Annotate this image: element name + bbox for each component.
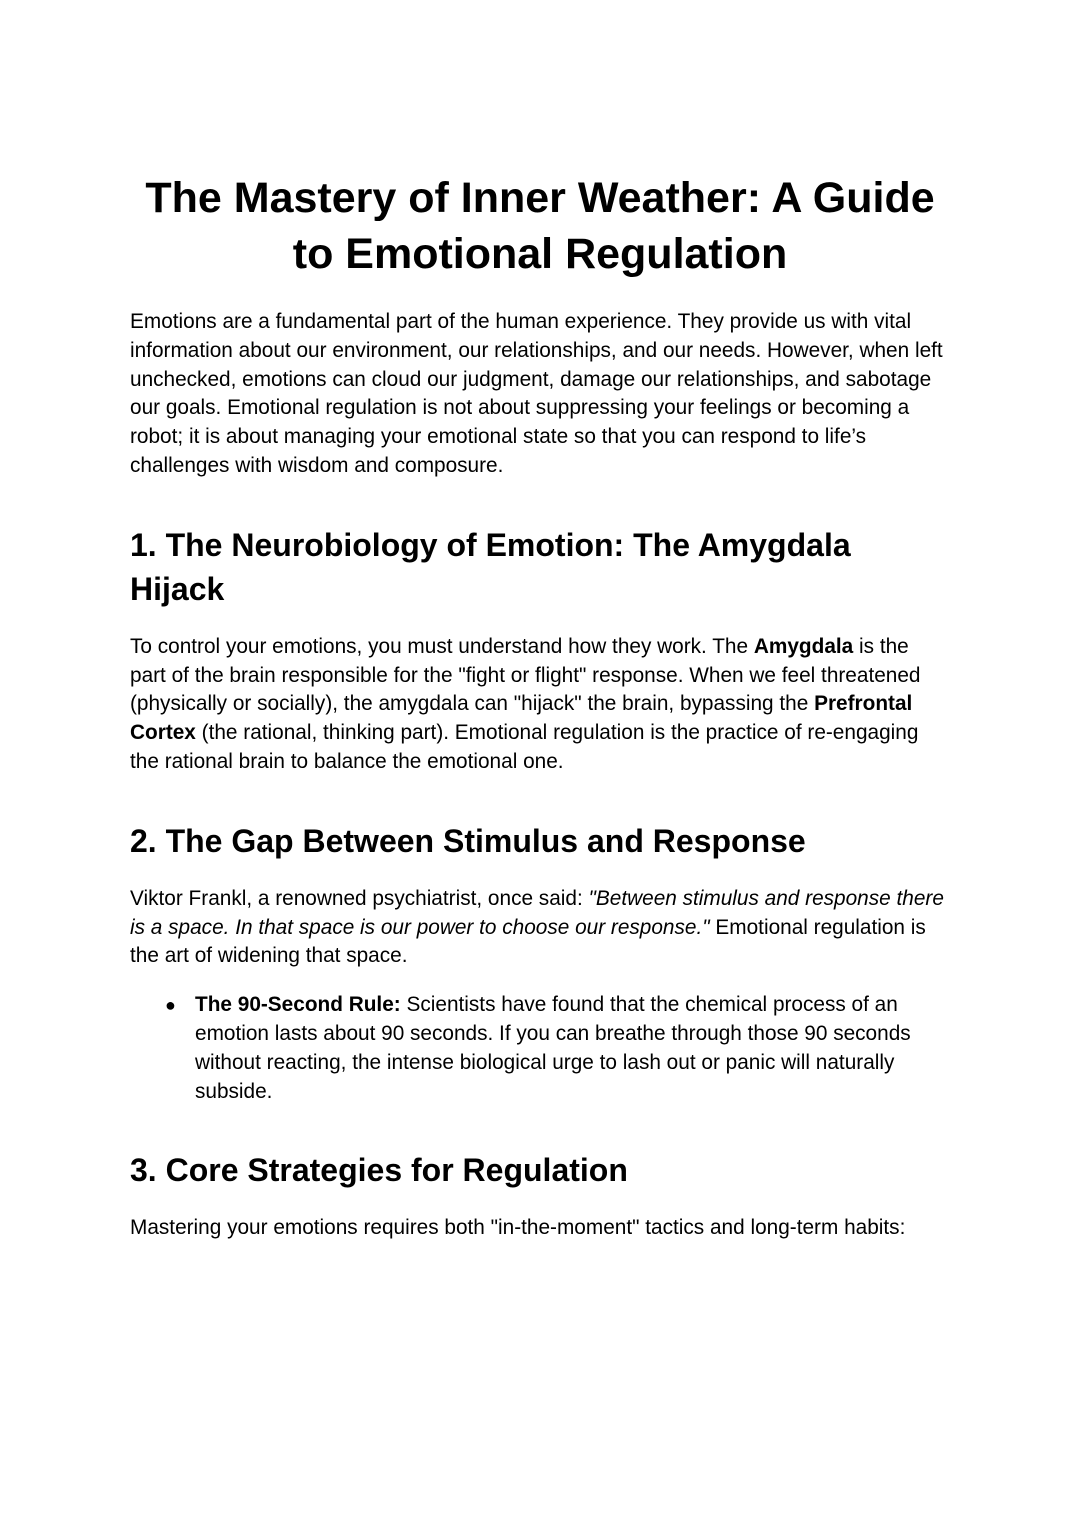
- bullet-text: Scientists have found that the chemical process of an emotion lasts about 90 seconds. If you can breathe through those 90 seconds without reacting, the intense biological urge to lash out or panic will naturally subside.: [195, 993, 911, 1103]
- document-body: [130, 170, 950, 1243]
- section-1-text-1: To control your emotions, you must understand how they work. The: [130, 634, 754, 658]
- section-2-paragraph: [130, 885, 950, 971]
- intro-paragraph: Emotions are a fundamental part of the human experience. They provide us with vital information about our environment, our relationships, and our needs. However, when left unchecked, emotions can cloud our judgment, damage our relationships, and sabotage our goals. Emotional regulation is not about suppressing your feelings or becoming a robot; it is about managing your emotional state so that you can respond to life’s challenges with wisdom and composure.: [130, 310, 943, 477]
- bullet-bold-label: The 90-Second Rule:: [195, 993, 401, 1017]
- section-2-text-1: Viktor Frankl, a renowned psychiatrist, once said:: [130, 886, 589, 910]
- section-2-bullet-list: [130, 991, 950, 1106]
- section-1-text-2: is the part of the brain responsible for the "fight or flight" response. When we feel threatened (physically or socially), the amygdala can "hijack" the brain, bypassing the: [130, 634, 921, 716]
- section-1-paragraph: [130, 633, 950, 777]
- section-3-heading: 3. Core Strategies for Regulation: [130, 1152, 628, 1189]
- section-1-bold-amygdala: Amygdala: [753, 634, 854, 658]
- section-1-bold-prefrontal-cortex: Prefrontal Cortex: [130, 692, 913, 745]
- document-title: The Mastery of Inner Weather: A Guide to Emotional Regulation: [145, 174, 935, 278]
- section-1-text-3: (the rational, thinking part). Emotional regulation is the practice of re-engaging the rational brain to balance the emotional one.: [130, 721, 919, 773]
- section-2-quote: "Between stimulus and response there is a space. In that space is our power to choose our response.": [130, 886, 944, 939]
- section-2-heading: 2. The Gap Between Stimulus and Response: [130, 822, 806, 859]
- section-2-text-2: Emotional regulation is the art of widening that space.: [130, 915, 926, 968]
- list-item: [130, 991, 950, 1106]
- bullet-icon: ●: [165, 995, 176, 1016]
- section-1-heading: 1. The Neurobiology of Emotion: The Amygdala Hijack: [130, 526, 851, 607]
- section-3-paragraph: Mastering your emotions requires both "in-the-moment" tactics and long-term habits:: [130, 1216, 906, 1240]
